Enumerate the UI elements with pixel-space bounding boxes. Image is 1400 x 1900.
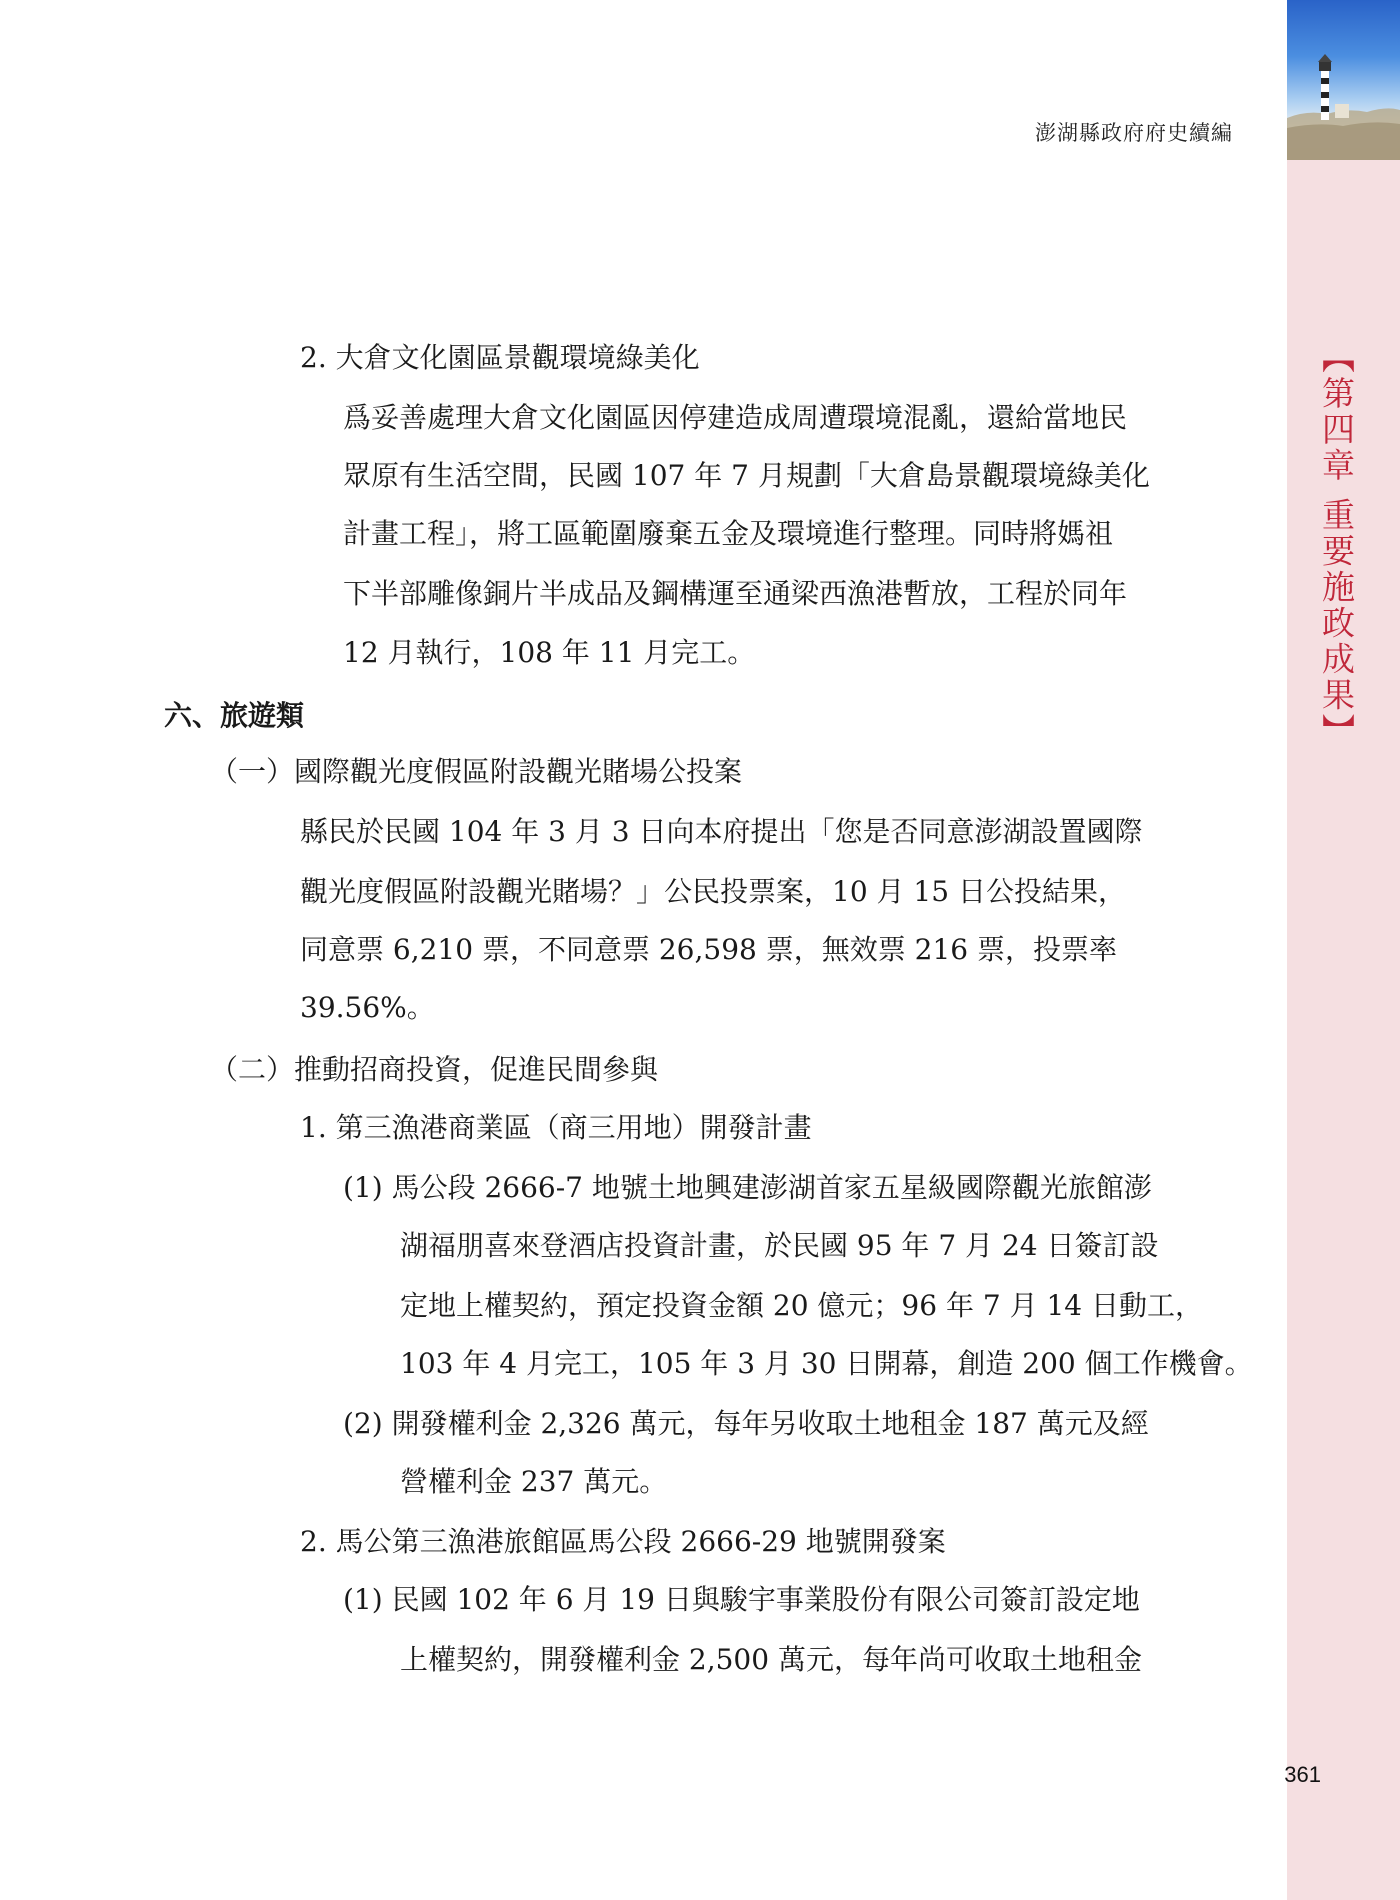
side-band <box>1287 0 1400 1900</box>
paragraph-line: 縣民於民國 104 年 3 月 3 日向本府提出「您是否同意澎湖設置國際 <box>300 815 1143 848</box>
paragraph-line: 同意票 6,210 票，不同意票 26,598 票，無效票 216 票，投票率 <box>300 933 1117 966</box>
paragraph-line: 觀光度假區附設觀光賭場？」公民投票案，10 月 15 日公投結果， <box>300 875 1126 908</box>
lighthouse-photo <box>1287 0 1400 160</box>
item-title: 2. 大倉文化園區景觀環境綠美化 <box>300 341 700 374</box>
item-title: 2. 馬公第三漁港旅館區馬公段 2666-29 地號開發案 <box>300 1525 946 1558</box>
subsection-title: （一）國際觀光度假區附設觀光賭場公投案 <box>210 755 743 788</box>
page-number: 361 <box>1284 1762 1321 1787</box>
paragraph-line: 39.56%。 <box>300 991 435 1024</box>
list-item-line: 定地上權契約，預定投資金額 20 億元；96 年 7 月 14 日動工， <box>400 1289 1204 1322</box>
chapter-tab: 【第四章 重要施政成果】 <box>1317 340 1356 750</box>
list-item-line: (1) 馬公段 2666-7 地號土地興建澎湖首家五星級國際觀光旅館澎 <box>343 1171 1152 1204</box>
list-item-line: 湖福朋喜來登酒店投資計畫，於民國 95 年 7 月 24 日簽訂設 <box>400 1229 1159 1262</box>
paragraph-line: 下半部雕像銅片半成品及鋼構運至通梁西漁港暫放，工程於同年 <box>343 577 1128 610</box>
list-item-line: (1) 民國 102 年 6 月 19 日與駿宇事業股份有限公司簽訂設定地 <box>343 1583 1140 1616</box>
list-item-line: 營權利金 237 萬元。 <box>400 1465 668 1498</box>
list-item-line: 103 年 4 月完工，105 年 3 月 30 日開幕，創造 200 個工作機會。 <box>400 1347 1253 1380</box>
subsection-title: （二）推動招商投資，促進民間參與 <box>210 1053 659 1086</box>
list-item-line: (2) 開發權利金 2,326 萬元，每年另收取土地租金 187 萬元及經 <box>343 1407 1149 1440</box>
paragraph-line: 眾原有生活空間，民國 107 年 7 月規劃「大倉島景觀環境綠美化 <box>343 459 1150 492</box>
paragraph-line: 計畫工程」，將工區範圍廢棄五金及環境進行整理。同時將媽祖 <box>343 517 1114 550</box>
paragraph-line: 12 月執行，108 年 11 月完工。 <box>343 636 756 669</box>
section-heading: 六、旅遊類 <box>164 699 305 732</box>
item-title: 1. 第三漁港商業區（商三用地）開發計畫 <box>300 1111 812 1144</box>
list-item-line: 上權契約，開發權利金 2,500 萬元，每年尚可收取土地租金 <box>400 1643 1142 1676</box>
paragraph-line: 爲妥善處理大倉文化園區因停建造成周遭環境混亂，還給當地民 <box>343 401 1128 434</box>
running-head: 澎湖縣政府府史續編 <box>1035 121 1233 145</box>
lighthouse-icon <box>1287 0 1400 160</box>
